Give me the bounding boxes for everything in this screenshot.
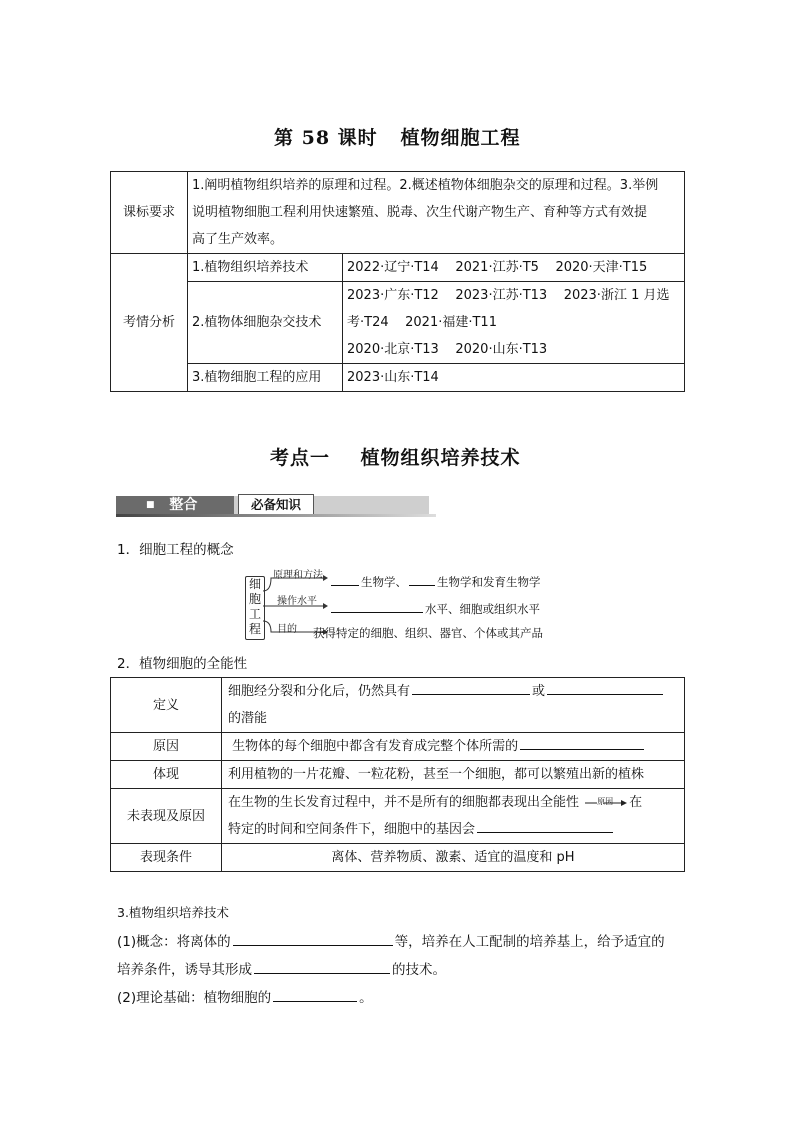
diagram-box — [245, 576, 265, 640]
exam-line: 2020·北京·T13 2020·山东·T13 — [347, 342, 548, 357]
definition-label: 定义 — [111, 678, 222, 733]
exam-line: 2023·山东·T14 — [347, 370, 439, 385]
unexpressed-line-1 — [228, 789, 678, 816]
unexpressed-line-2 — [228, 816, 678, 843]
item-1-title: 1．细胞工程的概念 — [117, 542, 234, 558]
branch1-text-a: 生物学、 — [361, 575, 407, 589]
blank — [520, 735, 644, 750]
cause-arrow-label: 原因 — [597, 796, 614, 806]
branch3-label: 目的 — [277, 624, 297, 635]
embodiment-text: 利用植物的一片花瓣、一粒花粉，甚至一个细胞，都可以繁殖出新的植株 — [222, 761, 685, 789]
branch1-text — [329, 571, 541, 590]
section-banner — [116, 494, 436, 518]
analysis-topic-2: 2.植物体细胞杂交技术 — [188, 282, 343, 364]
diagram-box-char: 胞 — [248, 592, 261, 606]
blank — [273, 987, 357, 1002]
cause-label: 原因 — [111, 733, 222, 761]
standards-label-cell — [111, 172, 188, 254]
standards-text-line-2: 说明植物细胞工程利用快速繁殖、脱毒、次生代谢产物生产、育种等方式有效提 — [192, 205, 648, 220]
item-3-line-1-b: 等，培养在人工配制的培养基上，给予适宜的 — [394, 934, 665, 950]
definition-text-a: 细胞经分裂和分化后，仍然具有 — [228, 684, 411, 699]
standards-label: 课标要求 — [122, 205, 175, 220]
page-title: 第 58 课时 植物细胞工程 — [274, 127, 521, 149]
unexpressed-label: 未表现及原因 — [111, 789, 222, 844]
item-3-line-3 — [117, 986, 373, 1006]
item-3-line-1 — [117, 930, 665, 950]
analysis-label: 考情分析 — [122, 315, 175, 330]
section-title: 考点一 植物组织培养技术 — [270, 447, 521, 469]
cause-arrow — [583, 796, 629, 810]
item-3-line-3-b: 。 — [359, 990, 373, 1006]
branch3-text: 获得特定的细胞、组织、器官、个体或其产品 — [313, 626, 543, 640]
branch1-text-b: 生物学和发育生物学 — [437, 575, 541, 589]
definition-line-2: 的潜能 — [228, 711, 268, 726]
analysis-label-cell — [111, 254, 188, 392]
standards-text-line-3: 高了生产效率。 — [192, 232, 284, 247]
branch1-label: 原理和方法 — [273, 570, 323, 581]
definition-content — [222, 678, 685, 733]
item-3-line-2-a: 培养条件，诱导其形成 — [117, 962, 252, 978]
item-3-line-3-a: (2)理论基础：植物细胞的 — [117, 990, 272, 1006]
cause-text: 生物体的每个细胞中都含有发育成完整个体所需的 — [228, 739, 519, 754]
banner-sub-label: 必备知识 — [238, 494, 314, 516]
branch2-text — [329, 598, 540, 617]
item-2-title: 2．植物细胞的全能性 — [117, 656, 248, 672]
banner-main-label: 整合 — [169, 497, 198, 513]
banner-underline — [116, 514, 436, 517]
analysis-exams-1 — [343, 254, 685, 282]
blank — [412, 680, 530, 695]
exam-line: 2022·辽宁·T14 2021·江苏·T5 2020·天津·T15 — [347, 260, 648, 275]
analysis-topic-1: 1.植物组织培养技术 — [188, 254, 343, 282]
blank — [331, 571, 359, 586]
blank — [547, 680, 663, 695]
curriculum-table — [110, 171, 685, 392]
standards-text-line-1: 1.阐明植物组织培养的原理和过程。2.概述植物体细胞杂交的原理和过程。3.举例 — [192, 178, 659, 193]
condition-text: 离体、营养物质、激素、适宜的温度和 pH — [222, 844, 685, 872]
diagram-box-char: 细 — [248, 577, 261, 591]
banner-bullet-icon: ■ — [146, 500, 155, 510]
unexpressed-content — [222, 789, 685, 844]
blank — [409, 571, 435, 586]
standards-text-cell — [188, 172, 685, 254]
blank — [233, 931, 393, 946]
diagram-box-char: 工 — [248, 607, 261, 621]
definition-line-1 — [228, 678, 678, 705]
unexpressed-text-end: 在 — [629, 795, 643, 810]
diagram-box-char: 程 — [248, 622, 261, 636]
analysis-topic-3: 3.植物细胞工程的应用 — [188, 364, 343, 392]
item-3-line-1-a: (1)概念：将离体的 — [117, 934, 231, 950]
cell-engineering-diagram — [245, 566, 565, 642]
banner-main — [116, 496, 234, 514]
branch2-label: 操作水平 — [277, 596, 317, 607]
item-3-line-2 — [117, 958, 446, 978]
blank — [477, 818, 613, 833]
blank — [254, 959, 390, 974]
analysis-exams-2 — [343, 282, 685, 364]
embodiment-label: 体现 — [111, 761, 222, 789]
blank — [331, 598, 423, 613]
arrow-icon — [583, 796, 629, 810]
definition-text-b: 或 — [532, 684, 546, 699]
exam-line: 考·T24 2021·福建·T11 — [347, 315, 497, 330]
analysis-exams-3 — [343, 364, 685, 392]
unexpressed-text-1: 在生物的生长发育过程中，并不是所有的细胞都表现出全能性 — [228, 795, 580, 810]
cause-content — [222, 733, 685, 761]
item-3-title: 3.植物组织培养技术 — [117, 905, 229, 920]
totipotency-table — [110, 677, 685, 872]
branch2-text-content: 水平、细胞或组织水平 — [425, 602, 540, 616]
item-3-line-2-b: 的技术。 — [392, 962, 446, 978]
exam-line: 2023·广东·T12 2023·江苏·T13 2023·浙江 1 月选 — [347, 288, 670, 303]
unexpressed-text-2: 特定的时间和空间条件下，细胞中的基因会 — [228, 822, 476, 837]
condition-label: 表现条件 — [111, 844, 222, 872]
